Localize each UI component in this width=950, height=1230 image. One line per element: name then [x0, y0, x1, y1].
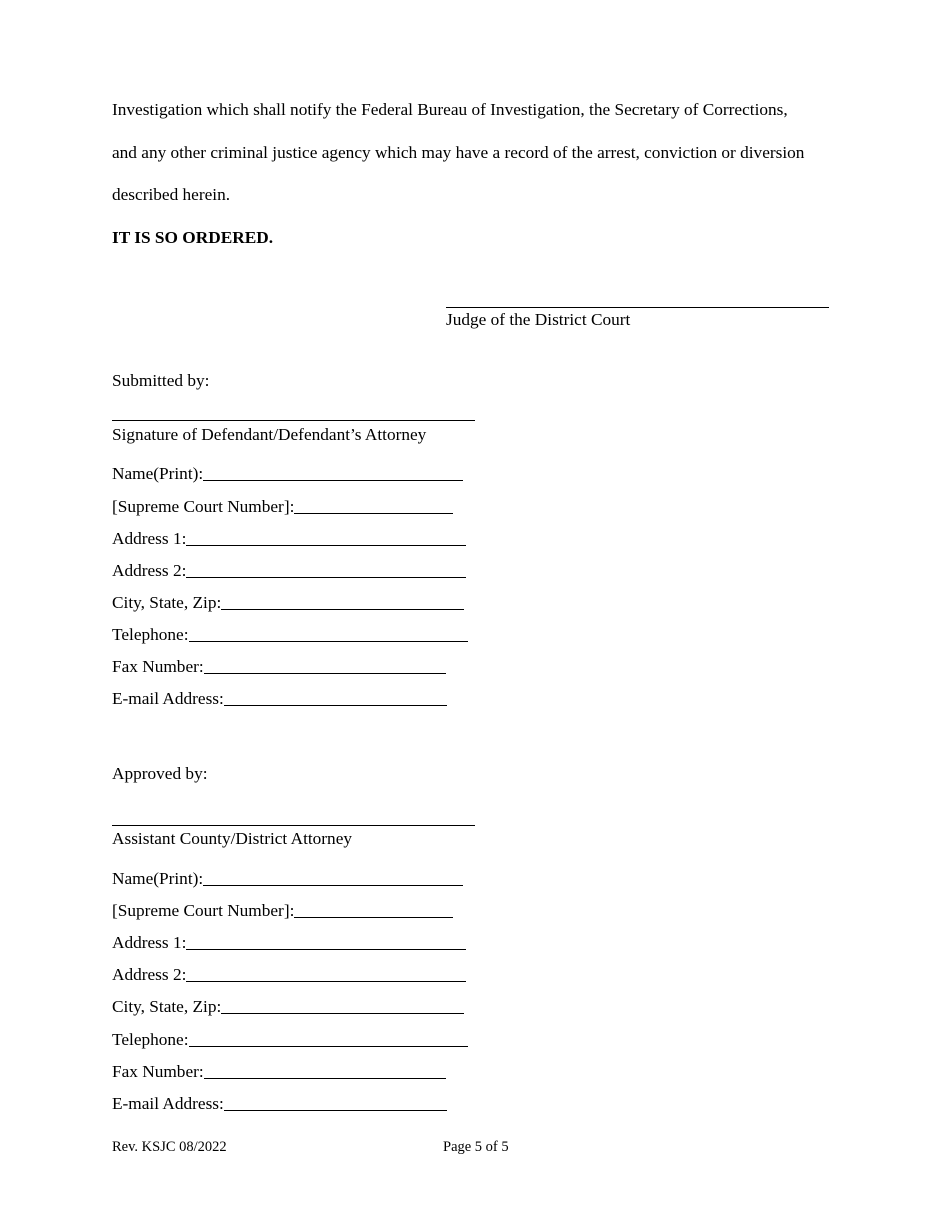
field-label: Address 2:: [112, 965, 187, 984]
fill-line[interactable]: [203, 480, 463, 481]
field-label: Telephone:: [112, 625, 189, 644]
approved-name-field[interactable]: [112, 869, 463, 889]
fill-line[interactable]: [224, 1110, 447, 1111]
attorney-signature-line[interactable]: [112, 825, 475, 826]
field-label: [Supreme Court Number]:: [112, 497, 295, 516]
fill-line[interactable]: [221, 609, 464, 610]
submitted-address2-field[interactable]: [112, 561, 466, 581]
approved-court-number-field[interactable]: [112, 901, 453, 921]
approved-address2-field[interactable]: [112, 965, 466, 985]
fill-line[interactable]: [186, 981, 466, 982]
field-label: Address 1:: [112, 933, 187, 952]
submitted-name-field[interactable]: [112, 464, 463, 484]
submitted-fax-field[interactable]: [112, 657, 446, 677]
fill-line[interactable]: [189, 641, 468, 642]
submitted-city-field[interactable]: [112, 593, 464, 613]
approved-city-field[interactable]: [112, 997, 464, 1017]
judge-signature-label: Judge of the District Court: [446, 310, 631, 329]
field-label: Address 1:: [112, 529, 187, 548]
field-label: E-mail Address:: [112, 689, 224, 708]
fill-line[interactable]: [186, 577, 466, 578]
body-text-line-1: Investigation which shall notify the Federal Bureau of Investigation, the Secretary of Corrections,: [112, 100, 788, 119]
field-label: City, State, Zip:: [112, 593, 222, 612]
judge-signature-line[interactable]: [446, 307, 829, 308]
submitted-by-heading: Submitted by:: [112, 371, 210, 390]
submitted-court-number-field[interactable]: [112, 497, 453, 517]
attorney-signature-label: Assistant County/District Attorney: [112, 829, 353, 848]
revision-label: Rev. KSJC 08/2022: [112, 1139, 227, 1155]
fill-line[interactable]: [186, 949, 466, 950]
field-label: Telephone:: [112, 1030, 189, 1049]
fill-line[interactable]: [186, 545, 466, 546]
defendant-signature-line[interactable]: [112, 420, 475, 421]
fill-line[interactable]: [204, 1078, 446, 1079]
field-label: Fax Number:: [112, 1062, 204, 1081]
approved-email-field[interactable]: [112, 1094, 447, 1114]
field-label: Address 2:: [112, 561, 187, 580]
body-text-line-3: described herein.: [112, 185, 231, 204]
field-label: Name(Print):: [112, 464, 204, 483]
fill-line[interactable]: [294, 917, 453, 918]
fill-line[interactable]: [224, 705, 447, 706]
submitted-email-field[interactable]: [112, 689, 447, 709]
page-number: Page 5 of 5: [443, 1139, 509, 1155]
body-text-line-2: and any other criminal justice agency which may have a record of the arrest, conviction or diversion: [112, 143, 805, 162]
defendant-signature-label: Signature of Defendant/Defendant’s Attorney: [112, 425, 427, 444]
order-statement: IT IS SO ORDERED.: [112, 228, 274, 247]
field-label: E-mail Address:: [112, 1094, 224, 1113]
fill-line[interactable]: [203, 885, 463, 886]
fill-line[interactable]: [294, 513, 453, 514]
fill-line[interactable]: [221, 1013, 464, 1014]
field-label: [Supreme Court Number]:: [112, 901, 295, 920]
approved-address1-field[interactable]: [112, 933, 466, 953]
field-label: Name(Print):: [112, 869, 204, 888]
approved-fax-field[interactable]: [112, 1062, 446, 1082]
fill-line[interactable]: [204, 673, 446, 674]
approved-telephone-field[interactable]: [112, 1030, 468, 1050]
submitted-telephone-field[interactable]: [112, 625, 468, 645]
submitted-address1-field[interactable]: [112, 529, 466, 549]
field-label: City, State, Zip:: [112, 997, 222, 1016]
fill-line[interactable]: [189, 1046, 468, 1047]
field-label: Fax Number:: [112, 657, 204, 676]
approved-by-heading: Approved by:: [112, 764, 208, 783]
